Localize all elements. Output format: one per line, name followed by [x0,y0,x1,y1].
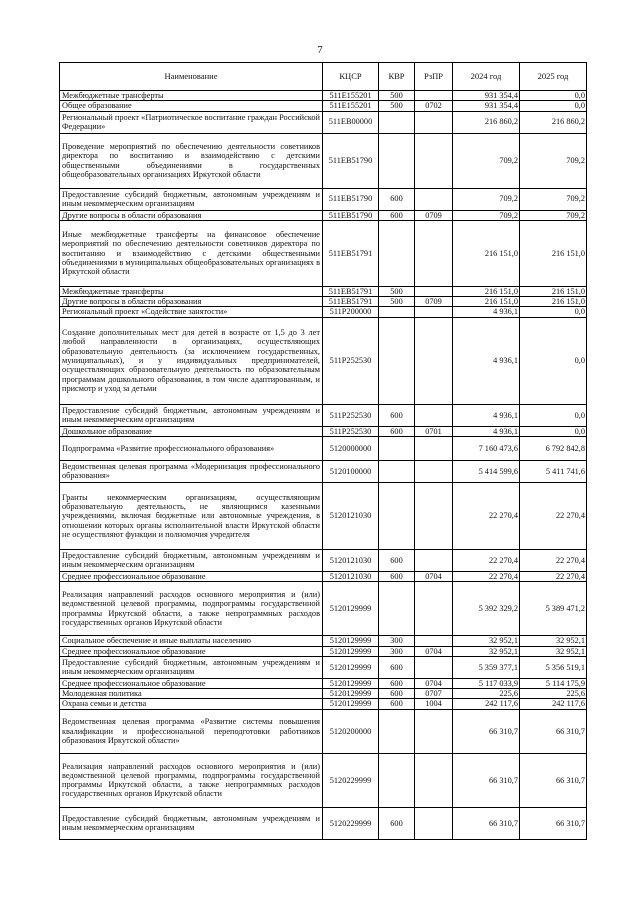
cell-y2025: 32 952,1 [520,646,587,656]
cell-name: Общее образование [60,101,323,111]
cell-kcsr: 5120129999 [323,689,379,699]
cell-name: Другие вопросы в области образования [60,210,323,220]
table-row [60,807,587,839]
cell-y2024: 4 936,1 [453,307,520,317]
cell-kcsr: 5120129999 [323,582,379,636]
cell-kcsr: 5120100000 [323,460,379,482]
cell-kvr: 500 [379,286,415,296]
cell-name: Гранты некоммерческим организациям, осуществляющим образовательную деятельность, не являющимся казенными учреждениями, включая бюджетные или автономные учреждения, в отношении которых органы исполнительной власти Иркутской области не осуществляют функции и полномочия учредителя [60,482,323,549]
cell-rzpr: 0709 [415,297,453,307]
cell-rzpr: 0704 [415,646,453,656]
table-row [60,91,587,101]
cell-kcsr: 5120200000 [323,709,379,753]
table-row [60,220,587,286]
cell-name: Предоставление субсидий бюджетным, автономным учреждениям и иным некоммерческим организациям [60,188,323,210]
cell-kvr [379,111,415,133]
cell-name: Предоставление субсидий бюджетным, автономным учреждениям и иным некоммерческим организациям [60,807,323,839]
table-row [60,436,587,460]
table-row [60,307,587,317]
cell-kvr: 600 [379,426,415,436]
budget-table [59,62,587,840]
cell-kcsr: 5120121030 [323,549,379,571]
cell-name: Региональный проект «Патриотическое воспитание граждан Российской Федерации» [60,111,323,133]
cell-y2025: 216 151,0 [520,220,587,286]
cell-kcsr: 5120000000 [323,436,379,460]
cell-rzpr [415,133,453,188]
table-header-row [60,63,587,91]
cell-y2025: 66 310,7 [520,807,587,839]
cell-name: Молодежная политика [60,689,323,699]
cell-name: Предоставление субсидий бюджетным, автономным учреждениям и иным некоммерческим организациям [60,404,323,426]
cell-kcsr: 511EB51790 [323,188,379,210]
cell-y2024: 216 151,0 [453,297,520,307]
table-row [60,426,587,436]
cell-rzpr [415,549,453,571]
cell-kcsr: 5120129999 [323,646,379,656]
cell-rzpr: 0704 [415,678,453,688]
table-row [60,571,587,581]
cell-rzpr [415,404,453,426]
cell-y2025: 216 151,0 [520,286,587,296]
cell-y2024: 5 392 329,2 [453,582,520,636]
cell-y2025: 32 952,1 [520,636,587,646]
cell-kcsr: 511EB51790 [323,133,379,188]
cell-kvr: 600 [379,210,415,220]
cell-y2025: 0,0 [520,91,587,101]
cell-name: Ведомственная целевая программа «Развитие системы повышения квалификации и профессиональной переподготовки работников образования Иркутской области» [60,709,323,753]
cell-y2024: 5 117 033,9 [453,678,520,688]
cell-y2025: 0,0 [520,101,587,111]
cell-kcsr: 511P252530 [323,426,379,436]
cell-y2024: 225,6 [453,689,520,699]
cell-kcsr: 511EB00000 [323,111,379,133]
cell-kcsr: 5120129999 [323,656,379,678]
cell-kcsr: 5120129999 [323,699,379,709]
cell-y2024: 32 952,1 [453,646,520,656]
cell-y2024: 32 952,1 [453,636,520,646]
cell-kvr [379,482,415,549]
cell-rzpr: 1004 [415,699,453,709]
header-kvr: КВР [379,63,415,91]
table-row [60,111,587,133]
table-row [60,656,587,678]
cell-kvr: 500 [379,297,415,307]
table-row [60,549,587,571]
cell-name: Реализация направлений расходов основного мероприятия и (или) ведомственной целевой программы, подпрограммы государственной программы Иркутской области, а также непрограммных расходов государственных органов Иркутской области [60,582,323,636]
cell-y2024: 66 310,7 [453,807,520,839]
cell-y2024: 216 860,2 [453,111,520,133]
cell-name: Среднее профессиональное образование [60,678,323,688]
cell-rzpr [415,317,453,404]
cell-kvr [379,317,415,404]
cell-rzpr [415,582,453,636]
cell-name: Реализация направлений расходов основного мероприятия и (или) ведомственной целевой программы, подпрограммы государственной программы Иркутской области, а также непрограммных расходов государственных органов Иркутской области [60,753,323,807]
table-row [60,709,587,753]
cell-y2024: 931 354,4 [453,91,520,101]
cell-name: Социальное обеспечение и иные выплаты населению [60,636,323,646]
cell-kcsr: 511EB51790 [323,210,379,220]
header-rzpr: РзПР [415,63,453,91]
table-row [60,699,587,709]
cell-name: Межбюджетные трансферты [60,286,323,296]
cell-y2025: 66 310,7 [520,709,587,753]
table-row [60,689,587,699]
cell-rzpr [415,636,453,646]
cell-name: Предоставление субсидий бюджетным, автономным учреждениям и иным некоммерческим организациям [60,656,323,678]
cell-name: Подпрограмма «Развитие профессионального образования» [60,436,323,460]
cell-y2025: 5 356 519,1 [520,656,587,678]
cell-y2024: 66 310,7 [453,753,520,807]
cell-y2025: 216 151,0 [520,297,587,307]
cell-y2025: 5 389 471,2 [520,582,587,636]
cell-kvr: 600 [379,656,415,678]
cell-kcsr: 5120229999 [323,807,379,839]
cell-rzpr: 0701 [415,426,453,436]
cell-kcsr: 511E155201 [323,91,379,101]
cell-y2025: 6 792 842,8 [520,436,587,460]
table-row [60,133,587,188]
table-row [60,210,587,220]
cell-y2025: 22 270,4 [520,571,587,581]
cell-name: Охрана семьи и детства [60,699,323,709]
cell-y2024: 7 160 473,6 [453,436,520,460]
cell-y2025: 66 310,7 [520,753,587,807]
table-row [60,317,587,404]
cell-y2025: 22 270,4 [520,549,587,571]
header-2024: 2024 год [453,63,520,91]
cell-kcsr: 511EB51791 [323,220,379,286]
cell-y2025: 709,2 [520,133,587,188]
cell-y2024: 709,2 [453,133,520,188]
cell-rzpr [415,286,453,296]
cell-rzpr [415,656,453,678]
cell-kvr [379,460,415,482]
cell-rzpr [415,111,453,133]
cell-name: Дошкольное образование [60,426,323,436]
cell-kcsr: 5120129999 [323,678,379,688]
cell-kvr [379,436,415,460]
cell-kvr: 600 [379,549,415,571]
cell-kvr [379,133,415,188]
cell-rzpr [415,753,453,807]
page-number: 7 [317,44,323,56]
cell-kvr: 300 [379,646,415,656]
cell-kcsr: 511P252530 [323,404,379,426]
table-row [60,101,587,111]
cell-y2025: 0,0 [520,307,587,317]
cell-rzpr: 0702 [415,101,453,111]
cell-kvr: 600 [379,188,415,210]
cell-rzpr [415,91,453,101]
cell-kvr [379,220,415,286]
header-2025: 2025 год [520,63,587,91]
cell-kcsr: 5120121030 [323,571,379,581]
cell-y2025: 0,0 [520,426,587,436]
cell-y2024: 5 359 377,1 [453,656,520,678]
cell-kvr: 600 [379,678,415,688]
cell-y2025: 22 270,4 [520,482,587,549]
cell-y2024: 22 270,4 [453,549,520,571]
cell-kvr: 600 [379,807,415,839]
cell-y2025: 0,0 [520,404,587,426]
cell-rzpr [415,220,453,286]
cell-kcsr: 5120229999 [323,753,379,807]
cell-kvr: 600 [379,404,415,426]
cell-rzpr: 0707 [415,689,453,699]
cell-name: Создание дополнительных мест для детей в возрасте от 1,5 до 3 лет любой направленности в организациях, осуществляющих образовательную деятельность (за исключением государственных, муниципальных), и у индивидуальных предпринимателей, осуществляющих образовательную деятельность по образовательным программам дошкольного образования, в том числе адаптированным, и присмотр и уход за детьми [60,317,323,404]
cell-kvr: 600 [379,699,415,709]
cell-kcsr: 511P252530 [323,317,379,404]
cell-name: Межбюджетные трансферты [60,91,323,101]
cell-kvr [379,582,415,636]
cell-rzpr [415,460,453,482]
cell-y2024: 22 270,4 [453,482,520,549]
cell-y2024: 4 936,1 [453,426,520,436]
cell-rzpr [415,482,453,549]
cell-kvr: 600 [379,689,415,699]
cell-name: Региональный проект «Содействие занятости» [60,307,323,317]
cell-kvr: 300 [379,636,415,646]
cell-y2024: 5 414 599,6 [453,460,520,482]
cell-y2024: 216 151,0 [453,220,520,286]
cell-rzpr [415,709,453,753]
cell-y2025: 709,2 [520,210,587,220]
cell-kcsr: 511E155201 [323,101,379,111]
cell-rzpr [415,188,453,210]
cell-rzpr [415,436,453,460]
cell-y2025: 225,6 [520,689,587,699]
table-row [60,460,587,482]
cell-name: Предоставление субсидий бюджетным, автономным учреждениям и иным некоммерческим организациям [60,549,323,571]
cell-kvr: 600 [379,571,415,581]
table-row [60,404,587,426]
cell-kvr: 500 [379,91,415,101]
cell-kcsr: 511P200000 [323,307,379,317]
table-row [60,678,587,688]
cell-name: Другие вопросы в области образования [60,297,323,307]
cell-y2024: 216 151,0 [453,286,520,296]
cell-y2024: 66 310,7 [453,709,520,753]
cell-y2025: 5 114 175,9 [520,678,587,688]
cell-y2024: 22 270,4 [453,571,520,581]
cell-kvr [379,307,415,317]
table-row [60,482,587,549]
cell-name: Проведение мероприятий по обеспечению деятельности советников директора по воспитанию и взаимодействию с детскими общественными объединениями в государственных общеобразовательных организациях Иркутской области [60,133,323,188]
cell-name: Среднее профессиональное образование [60,646,323,656]
cell-kvr [379,753,415,807]
table-row [60,582,587,636]
cell-rzpr [415,307,453,317]
cell-y2024: 709,2 [453,188,520,210]
cell-kcsr: 511EB51791 [323,297,379,307]
cell-kcsr: 5120129999 [323,636,379,646]
header-kcsr: КЦСР [323,63,379,91]
cell-name: Среднее профессиональное образование [60,571,323,581]
table-row [60,188,587,210]
cell-kcsr: 5120121030 [323,482,379,549]
table-row [60,753,587,807]
cell-y2024: 931 354,4 [453,101,520,111]
cell-rzpr [415,807,453,839]
cell-y2025: 0,0 [520,317,587,404]
cell-y2025: 242 117,6 [520,699,587,709]
header-name: Наименование [60,63,323,91]
cell-y2024: 709,2 [453,210,520,220]
cell-kvr: 500 [379,101,415,111]
cell-rzpr: 0704 [415,571,453,581]
cell-name: Ведомственная целевая программа «Модернизация профессионального образования» [60,460,323,482]
cell-y2025: 216 860,2 [520,111,587,133]
cell-kvr [379,709,415,753]
cell-kcsr: 511EB51791 [323,286,379,296]
cell-y2024: 242 117,6 [453,699,520,709]
table-row [60,636,587,646]
cell-name: Иные межбюджетные трансферты на финансовое обеспечение мероприятий по обеспечению деятельности советников директора по воспитанию и взаимодействию с детскими общественными объединениями в муниципальных общеобразовательных организациях в Иркутской области [60,220,323,286]
cell-y2025: 709,2 [520,188,587,210]
table-row [60,297,587,307]
cell-y2024: 4 936,1 [453,404,520,426]
cell-rzpr: 0709 [415,210,453,220]
cell-y2025: 5 411 741,6 [520,460,587,482]
table-row [60,646,587,656]
table-row [60,286,587,296]
cell-y2024: 4 936,1 [453,317,520,404]
